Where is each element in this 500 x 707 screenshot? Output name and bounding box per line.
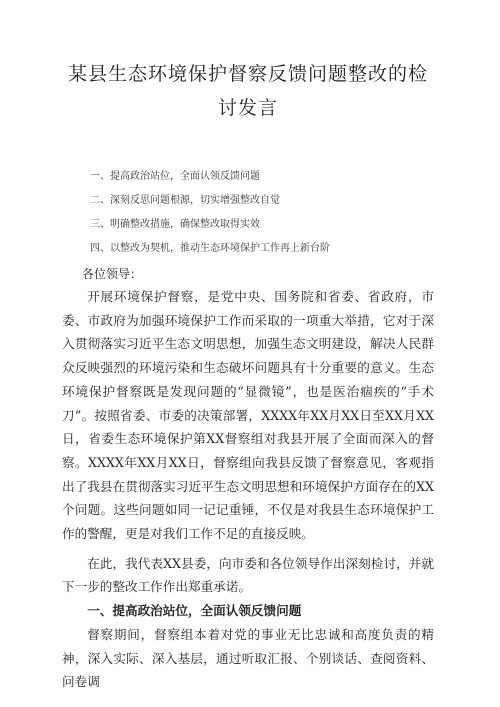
salutation: 各位领导：	[82, 267, 143, 281]
toc-item: 三、明确整改措施，确保整改取得实效	[90, 219, 260, 230]
body-paragraph: 开展环境保护督察，是党中央、国务院和省委、省政府，市委、市政府为加强环境保护工作而采取的一项重大举措，它对于深入贯彻落实习近平生态文明思想，加强生态文明建设，解决人民群众反映强烈的环境污染和生态破坏问题具有十分重要的意义。生态环境保护督察既是发现问题的“显微镜”，也是医治痼疾的“手术刀”。按照省委、市委的决策部署，XXXX年XX月XX日至XX月XX日，省委生态环境保护第XX督察组对我县开展了全面而深入的督察。XXXX年XX月XX日，督察组向我县反馈了督察意见，客观指出了我县在贯彻落实习近平生态文明思想和环境保护方面存在的XX个问题。这些问题如同一记记重锤，不仅是对我县生态环境保护工作的警醒，更是对我们工作不足的直接反映。	[62, 289, 434, 542]
title-line-1: 某县生态环境保护督察反馈问题整改的检	[67, 63, 428, 85]
section-heading: 一、提高政治站位，全面认领反馈问题	[87, 603, 302, 619]
toc-item: 二、深刻反思问题根源，切实增强整改自觉	[90, 195, 280, 206]
toc-item: 一、提高政治站位，全面认领反馈问题	[90, 171, 260, 182]
title-line-2: 讨发言	[217, 97, 278, 119]
body-paragraph: 督察期间，督察组本着对党的事业无比忠诚和高度负责的精神，深入实际、深入基层，通过听取汇报、个别谈话、查阅资料、问卷调	[62, 626, 434, 690]
document-title	[62, 0, 434, 125]
toc-item: 四、以整改为契机，推动生态环境保护工作再上新台阶	[90, 243, 330, 254]
body-paragraph: 在此，我代表XX县委，向市委和各位领导作出深刻检讨，并就下一步的整改工作作出郑重承诺。	[62, 555, 434, 595]
table-of-contents	[62, 165, 434, 261]
